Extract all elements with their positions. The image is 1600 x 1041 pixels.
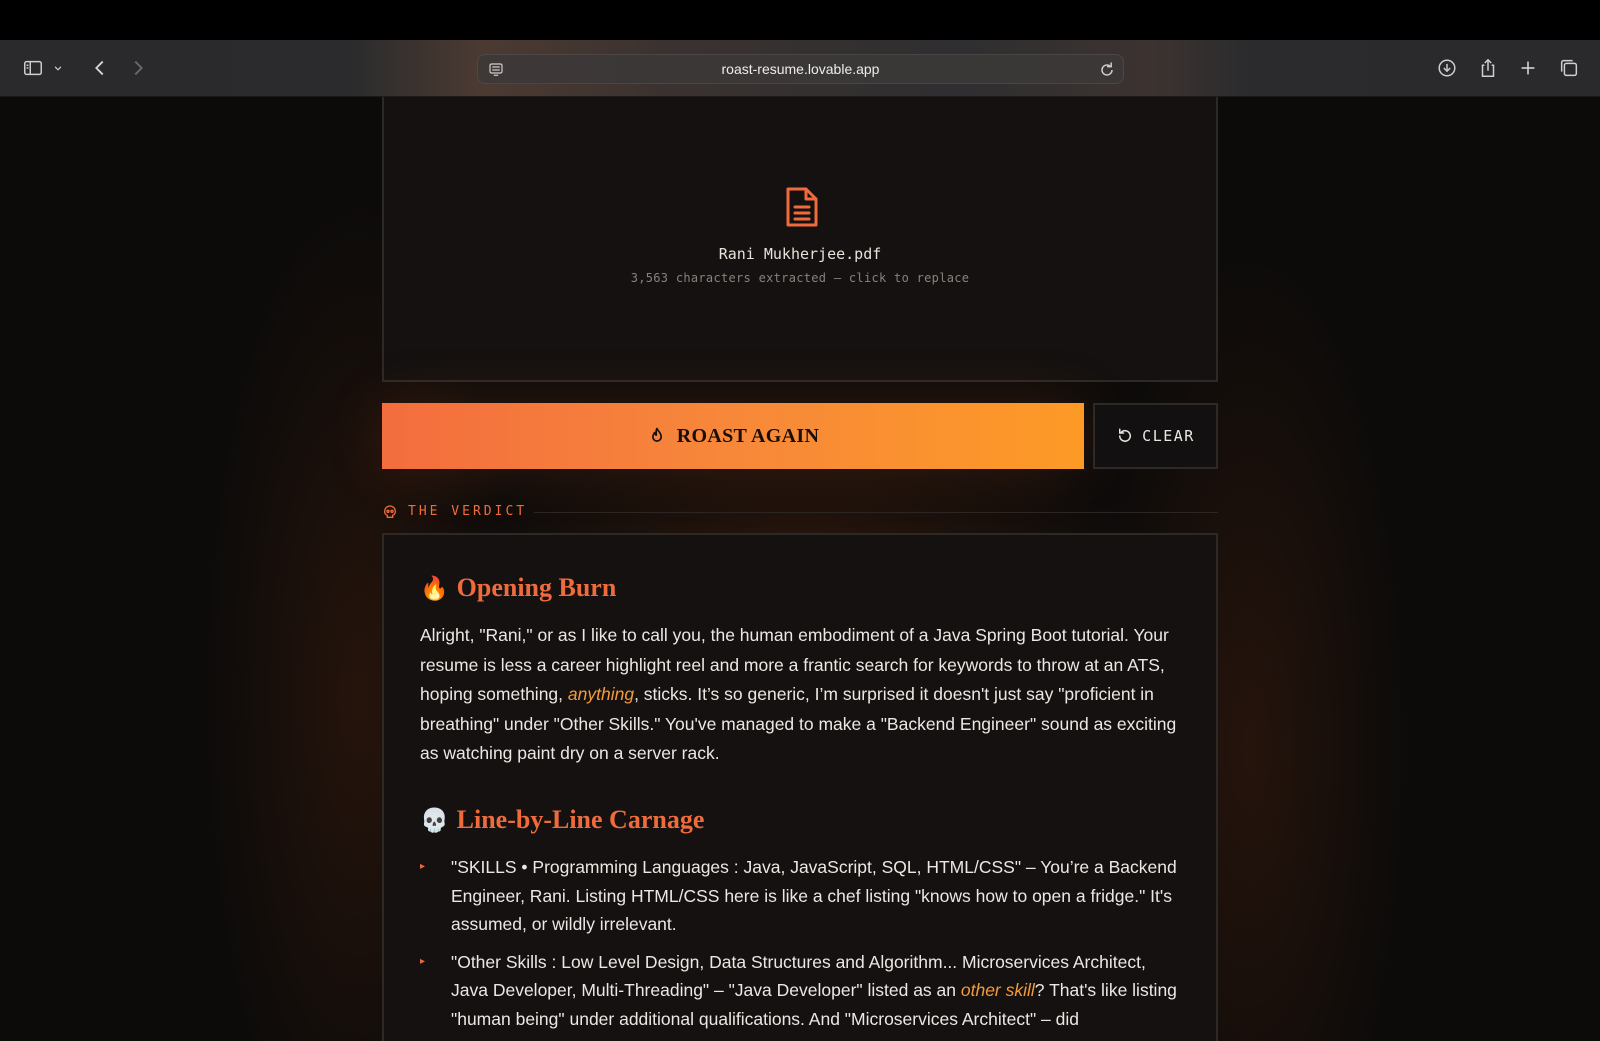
- fire-icon: 🔥: [420, 575, 449, 601]
- skull-icon: [382, 504, 398, 520]
- clear-button[interactable]: [1093, 403, 1218, 469]
- new-tab-icon[interactable]: [1513, 53, 1543, 83]
- file-document-icon: [784, 185, 820, 229]
- chevron-down-icon[interactable]: [48, 53, 68, 83]
- list-item: ▸ "SKILLS • Programming Languages : Java, JavaScript, SQL, HTML/CSS" – You’re a Backend Engineer, Rani. Listing HTML/CSS here is like a chef listing "knows how to open a fridge." It's assumed, or wildly irrelevant.: [420, 853, 1180, 939]
- download-icon[interactable]: [1432, 53, 1462, 83]
- flame-icon: [647, 426, 667, 446]
- section-title: Opening Burn: [456, 573, 617, 602]
- section-heading-opening-burn: [420, 573, 616, 603]
- roast-again-button[interactable]: [382, 403, 1084, 469]
- emphasis-text: other skill: [960, 980, 1035, 1000]
- verdict-card: [382, 533, 1218, 1041]
- verdict-label: THE VERDICT: [408, 504, 528, 519]
- page-content: [0, 97, 1600, 1041]
- clear-label: CLEAR: [1142, 427, 1195, 445]
- roast-again-label: ROAST AGAIN: [676, 424, 820, 447]
- sidebar-icon[interactable]: [18, 53, 48, 83]
- reload-icon[interactable]: [1097, 60, 1117, 80]
- carnage-list: [420, 853, 1180, 1041]
- window-titlebar: [0, 0, 1600, 40]
- forward-icon[interactable]: [123, 53, 153, 83]
- bullet-marker-icon: ▸: [420, 955, 426, 967]
- url-text[interactable]: roast-resume.lovable.app: [721, 61, 880, 77]
- emphasis-text: anything: [567, 684, 635, 704]
- list-item: ▸ "Other Skills : Low Level Design, Data Structures and Algorithm... Microservices Architect, Java Developer, Multi-Threading" – "Java Developer" listed as an other skill? That's like listing "human being" under additional qualifications. And "Microservices Architect" – did: [420, 948, 1180, 1034]
- verdict-header: [382, 502, 1218, 522]
- file-status: 3,563 characters extracted — click to replace: [630, 271, 970, 285]
- back-icon[interactable]: [85, 53, 115, 83]
- file-name: Rani Mukherjee.pdf: [718, 245, 882, 263]
- section-title: Line-by-Line Carnage: [456, 805, 705, 834]
- share-icon[interactable]: [1473, 53, 1503, 83]
- section-heading-line-by-line: [420, 805, 704, 835]
- address-bar[interactable]: [477, 54, 1124, 84]
- upload-dropzone[interactable]: [382, 97, 1218, 382]
- browser-toolbar: [0, 40, 1600, 97]
- tabs-overview-icon[interactable]: [1554, 53, 1584, 83]
- reset-icon: [1116, 427, 1134, 445]
- opening-burn-paragraph: Alright, "Rani," or as I like to call you, the human embodiment of a Java Spring Boot tutorial. Your resume is less a career highlight reel and more a frantic search for keywords to throw at an ATS, hoping something, anything, sticks. It’s so generic, I’m surprised it doesn't just say "proficient in breathing" under "Other Skills." You've managed to make a "Backend Engineer" sound as exciting as watching paint dry on a server rack.: [420, 625, 1177, 763]
- bullet-marker-icon: ▸: [420, 861, 426, 872]
- divider: [534, 512, 1218, 513]
- skull-emoji-icon: 💀: [420, 807, 449, 833]
